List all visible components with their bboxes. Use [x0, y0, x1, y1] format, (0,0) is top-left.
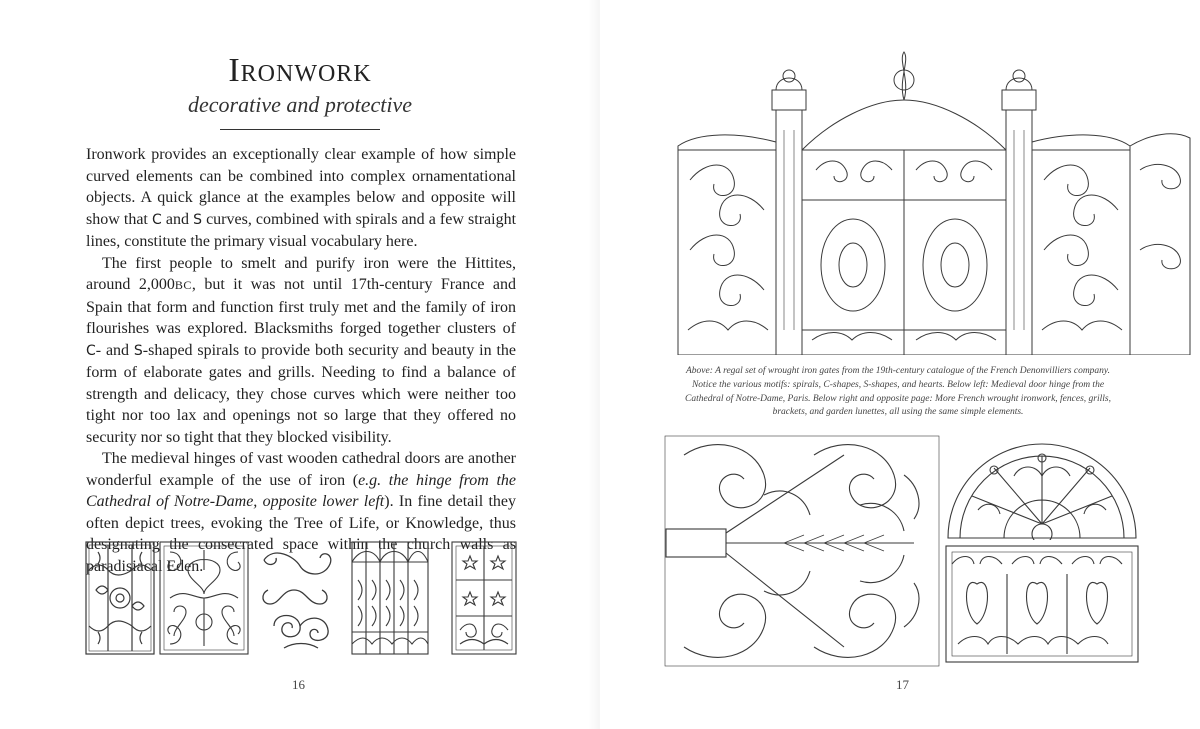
iron-panel-railing-illustration	[350, 540, 430, 656]
paragraph-3-text-b: ). In fine detail they often depict trees, evoking the Tree of Life, or Knowledge, thus designating the consecrated space within the church walls as paradisiacal Eden.	[86, 493, 516, 575]
letter-s: S	[133, 342, 143, 359]
iron-panel-stars-illustration	[450, 540, 518, 656]
paragraph-1	[86, 144, 516, 253]
paragraph-2	[86, 253, 516, 449]
paragraph-1-text-b: curves, combined with spirals and a few straight lines, constitute the primary visual vocabulary here.	[86, 210, 517, 250]
iron-fence-illustration	[944, 544, 1140, 664]
era-label: BC	[174, 278, 192, 292]
paragraph-2-and: - and	[95, 341, 134, 359]
wrought-iron-gates-illustration	[676, 50, 1192, 355]
title-rule	[220, 129, 380, 130]
page-title: Ironwork	[228, 52, 372, 89]
right-page	[600, 0, 1200, 729]
paragraph-1-text-a: Ironwork provides an exceptionally clear example of how simple curved elements can be combined into complex ornamentational objects. A quick glance at the examples below and opposite will show that	[86, 146, 516, 228]
iron-panel-hearts-illustration	[158, 540, 250, 656]
figure-caption: Above: A regal set of wrought iron gates from the 19th-century catalogue of the French Denonvilliers company. Notice the various motifs: spirals, C-shapes, S-shapes, and hearts. Below left: Medieval door hinge from the Cathedral of Notre-Dame, Paris. Below right and opposite page: More French wrought ironwork, fences, grills, brackets, and garden lunettes, all using the same simple elements.	[685, 366, 1111, 418]
page-subtitle: decorative and protective	[188, 92, 412, 117]
page-number-right: 17	[896, 677, 909, 692]
iron-panel-bars-illustration	[84, 540, 156, 656]
body-text	[86, 144, 516, 577]
letter-c: C	[86, 342, 96, 359]
ironwork-panels	[84, 540, 516, 656]
page-number-left: 16	[292, 677, 305, 692]
paragraph-3-eg: e.g.	[358, 471, 382, 489]
paragraph-2-text-b: , but it was not until 17th-century France and Spain that form and function first truly met and the family of iron flourishes was explored. Blacksmiths forged together clusters of	[86, 276, 516, 337]
paragraph-3-text-a: The medieval hinges of vast wooden cathedral doors are another wonderful example of the use of iron (	[86, 450, 516, 489]
paragraph-3-reference: the hinge from the Cathedral of Notre-Dame, opposite lower left	[86, 471, 516, 510]
paragraph-2-text-a: The first people to smelt and purify iron were the Hittites, around 2,000	[86, 254, 516, 293]
letter-s: S	[193, 211, 202, 228]
paragraph-2-text-c: -shaped spirals to provide both security and beauty in the form of elaborate gates and grills. Needing to find a balance of strength and delicacy, they chose curves which were neither too tight nor too lax and openings not so large that they offered no security nor so tight that they blocked visibility.	[86, 341, 516, 446]
notre-dame-hinge-illustration	[664, 435, 940, 667]
garden-lunette-illustration	[944, 436, 1140, 540]
paragraph-1-and: and	[161, 210, 194, 228]
iron-scroll-motifs-illustration	[254, 540, 346, 656]
letter-c: C	[151, 211, 162, 228]
